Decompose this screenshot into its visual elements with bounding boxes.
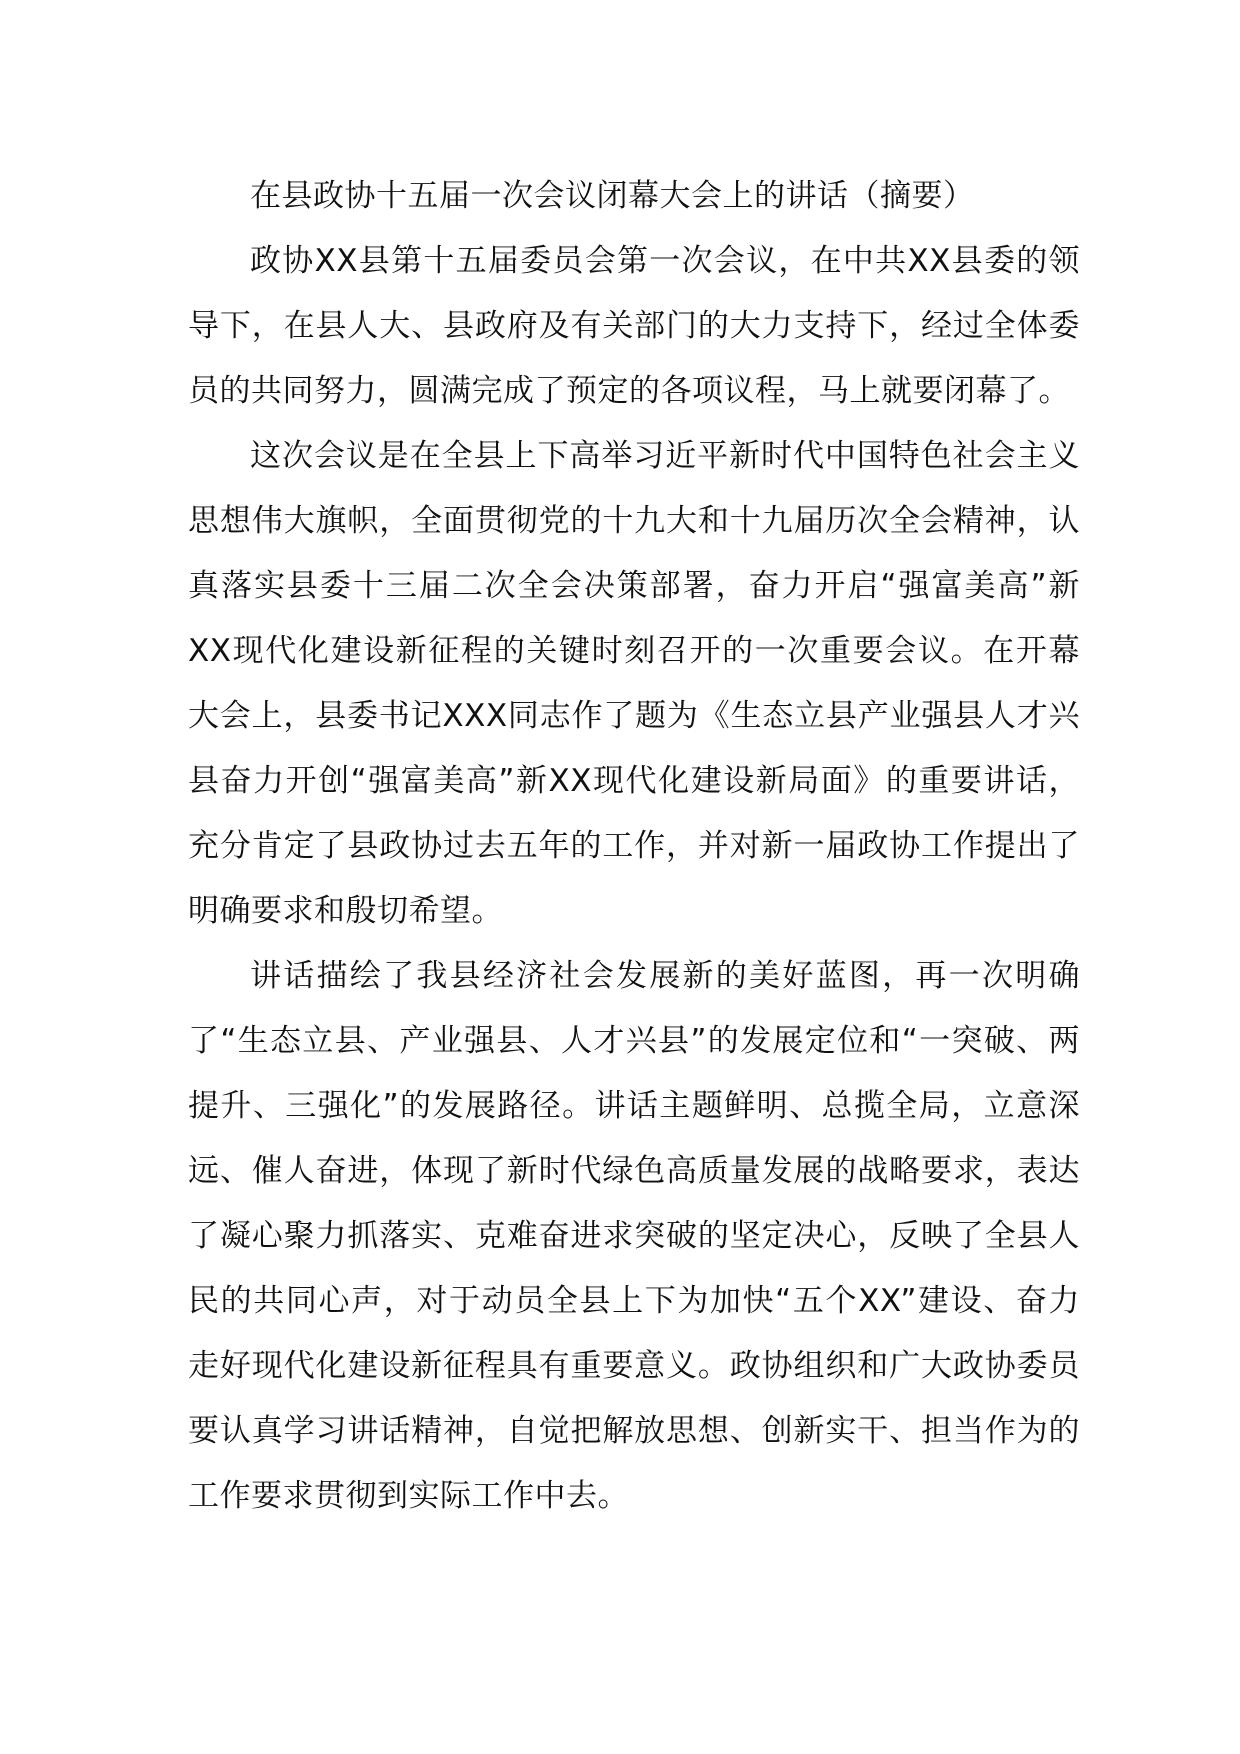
document-body xyxy=(188,164,1080,1529)
paragraph-1: 政协XX县第十五届委员会第一次会议，在中共XX县委的领导下，在县人大、县政府及有关部门的大力支持下，经过全体委员的共同努力，圆满完成了预定的各项议程，马上就要闭幕了。 xyxy=(188,243,1080,409)
paragraph-2: 这次会议是在全县上下高举习近平新时代中国特色社会主义思想伟大旗帜，全面贯彻党的十九大和十九届历次全会精神，认真落实县委十三届二次全会决策部署，奋力开启“强富美高”新XX现代化建设新征程的关键时刻召开的一次重要会议。在开幕大会上，县委书记XXX同志作了题为《生态立县产业强县人才兴县奋力开创“强富美高”新XX现代化建设新局面》的重要讲话，充分肯定了县政协过去五年的工作，并对新一届政协工作提出了明确要求和殷切希望。 xyxy=(188,438,1080,929)
document-title: 在县政协十五届一次会议闭幕大会上的讲话（摘要） xyxy=(250,178,975,214)
paragraph-3: 讲话描绘了我县经济社会发展新的美好蓝图，再一次明确了“生态立县、产业强县、人才兴县”的发展定位和“一突破、两提升、三强化”的发展路径。讲话主题鲜明、总揽全局，立意深远、催人奋进，体现了新时代绿色高质量发展的战略要求，表达了凝心聚力抓落实、克难奋进求突破的坚定决心，反映了全县人民的共同心声，对于动员全县上下为加快“五个XX”建设、奋力走好现代化建设新征程具有重要意义。政协组织和广大政协委员要认真学习讲话精神，自觉把解放思想、创新实干、担当作为的工作要求贯彻到实际工作中去。 xyxy=(188,958,1080,1514)
